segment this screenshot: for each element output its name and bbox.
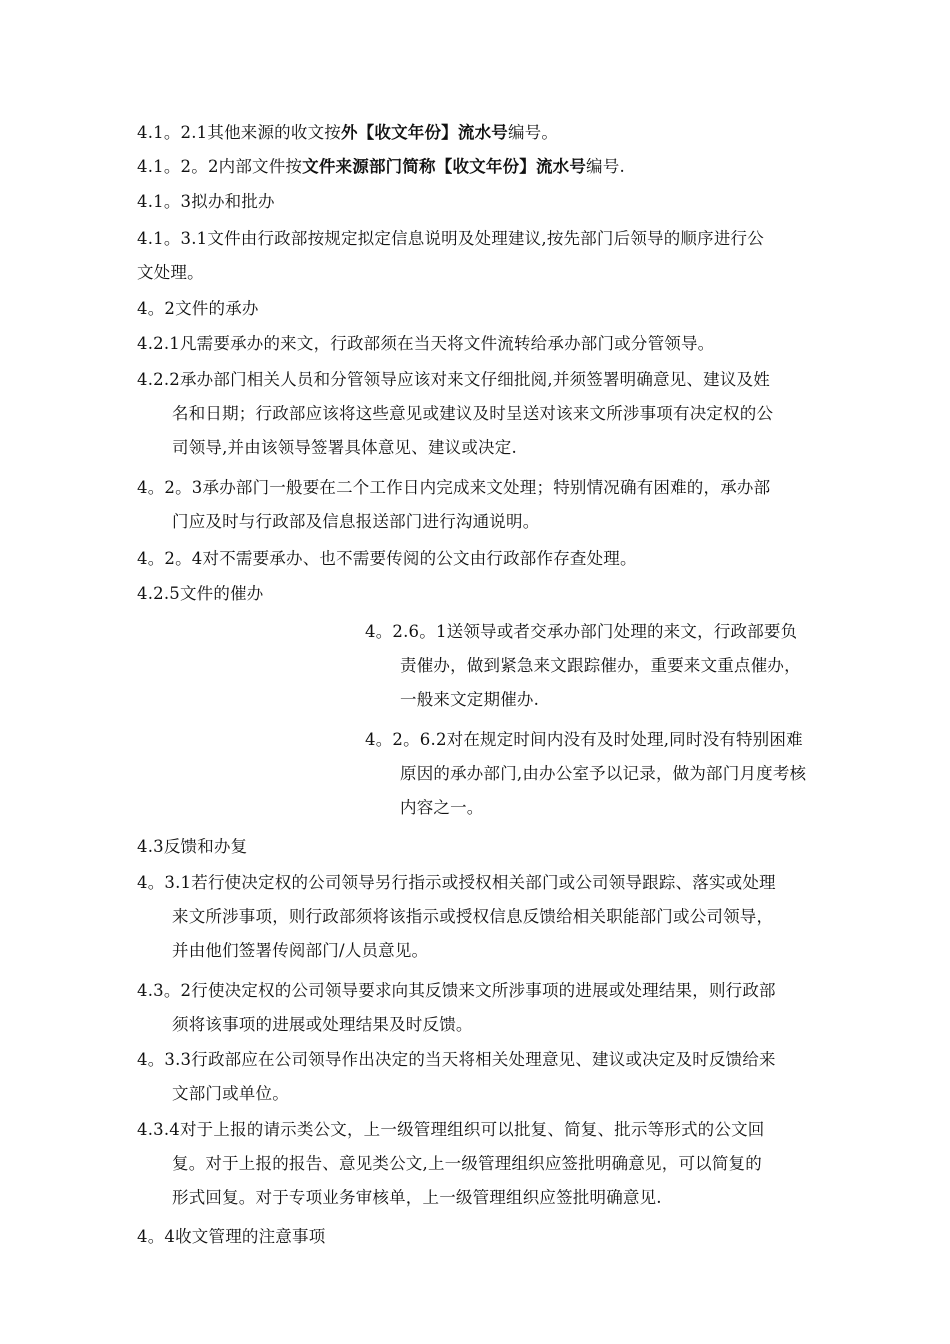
text-line: 4.2.1凡需要承办的来文，行政部须在当天将文件流转给承办部门或分管领导。 [137,334,715,353]
text-line: 4.1。3拟办和批办 [137,192,275,211]
paragraph-4-3-3 [137,1043,776,1111]
text-line: 4。2.6。1送领导或者交承办部门处理的来文，行政部要负 [365,622,798,641]
text-line: 内容之一。 [400,798,484,817]
text-line: 名和日期；行政部应该将这些意见或建议及时呈送对该来文所涉事项有决定权的公 [172,404,774,423]
paragraph-4-1-3-1 [137,222,764,290]
text-line: 原因的承办部门,由办公室予以记录，做为部门月度考核 [400,764,807,783]
paragraph-4-2-4 [137,542,637,576]
paragraph-4-2-1 [137,327,714,361]
text-line: 4.1。3.1文件由行政部按规定拟定信息说明及处理建议,按先部门后领导的顺序进行公 [137,229,764,248]
text-line: 4.3.4对于上报的请示类公文，上一级管理组织可以批复、简复、批示等形式的公文回 [137,1120,765,1139]
text-line: 形式回复。对于专项业务审核单，上一级管理组织应签批明确意见. [172,1188,662,1207]
text-run: 编号. [586,157,625,176]
paragraph-4-2-3 [137,471,770,539]
text-run: 编号。 [507,123,559,142]
text-line: 4。3.1若行使决定权的公司领导另行指示或授权相关部门或公司领导跟踪、落实或处理 [137,873,776,892]
text-line: 须将该事项的进展或处理结果及时反馈。 [172,1015,473,1034]
text-line [137,116,558,150]
text-line: 4。2。4对不需要承办、也不需要传阅的公文由行政部作存查处理。 [137,549,637,568]
paragraph-4-2-6-1 [365,615,801,717]
text-line: 4.3反馈和办复 [137,837,248,856]
heading-4-1-3 [137,185,275,219]
text-line: 司领导,并由该领导签署具体意见、建议或决定. [172,438,517,457]
text-line: 4。2。6.2对在规定时间内没有及时处理,同时没有特别困难 [365,730,803,749]
text-line: 4.2.2承办部门相关人员和分管领导应该对来文仔细批阅,并须签署明确意见、建议及姓 [137,370,770,389]
bold-text-run: 外【收文年份】流水号 [340,123,508,142]
text-line: 门应及时与行政部及信息报送部门进行沟通说明。 [172,512,540,531]
text-line: 责催办，做到紧急来文跟踪催办，重要来文重点催办， [400,656,801,675]
bold-text-run: 文件来源部门简称【收文年份】流水号 [302,157,587,176]
heading-4-2 [137,292,259,326]
text-line: 4。2。3承办部门一般要在二个工作日内完成来文处理；特别情况确有困难的，承办部 [137,478,771,497]
text-line: 一般来文定期催办. [400,690,540,709]
text-line: 4。4收文管理的注意事项 [137,1227,326,1246]
paragraph-4-3-4 [137,1113,764,1215]
text-line: 4.2.5文件的催办 [137,584,264,603]
text-line: 4。3.3行政部应在公司领导作出决定的当天将相关处理意见、建议或决定及时反馈给来 [137,1050,776,1069]
text-run: 4.1。2.1其他来源的收文按 [137,123,341,142]
text-line: 4.3。2行使决定权的公司领导要求向其反馈来文所涉事项的进展或处理结果，则行政部 [137,981,776,1000]
heading-4-2-5 [137,577,263,611]
text-line: 文部门或单位。 [172,1084,289,1103]
text-run: 4.1。2。2内部文件按 [137,157,303,176]
text-line: 文处理。 [137,263,204,282]
text-line: 来文所涉事项，则行政部须将该指示或授权信息反馈给相关职能部门或公司领导， [172,907,774,926]
paragraph-4-1-2-2 [137,150,625,184]
paragraph-4-3-1 [137,866,776,968]
text-line: 并由他们签署传阅部门/人员意见。 [172,941,429,960]
text-line [137,150,625,184]
text-line: 4。2文件的承办 [137,299,259,318]
paragraph-4-2-6-2 [365,723,806,825]
text-line: 复。对于上报的报告、意见类公文,上一级管理组织应签批明确意见，可以简复的 [172,1154,762,1173]
paragraph-4-2-2 [137,363,773,465]
paragraph-4-3-2 [137,974,776,1042]
paragraph-4-1-2-1 [137,116,558,150]
heading-4-4 [137,1220,325,1254]
heading-4-3 [137,830,247,864]
